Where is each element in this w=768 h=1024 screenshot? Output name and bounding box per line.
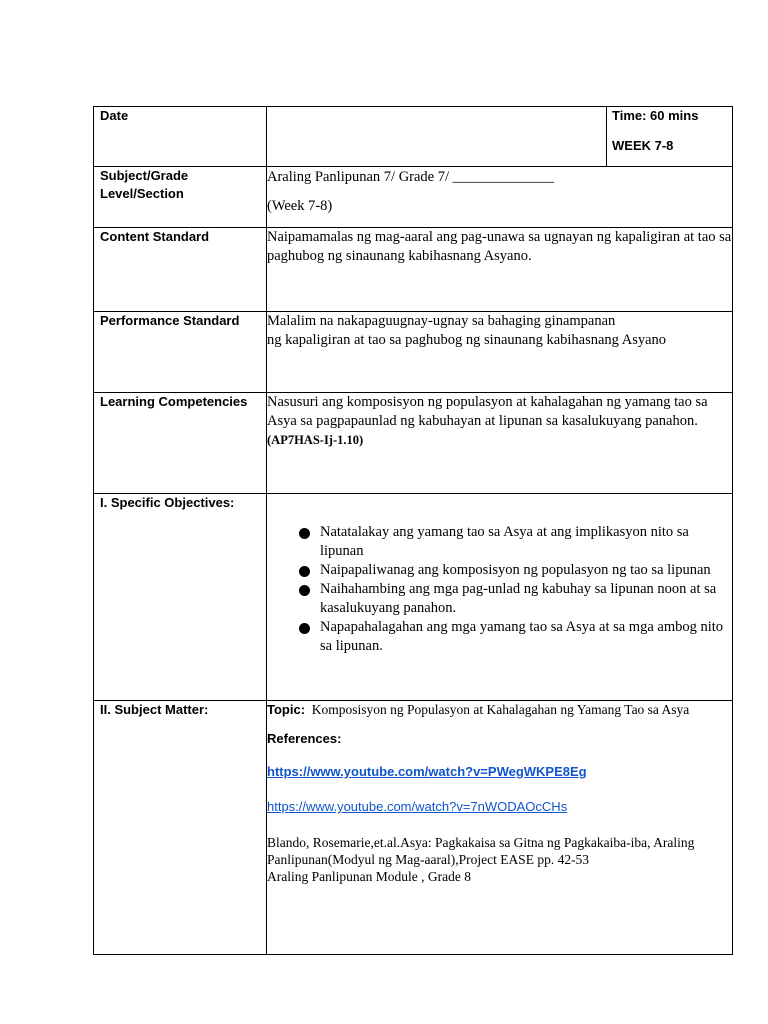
objectives-label: I. Specific Objectives: [100, 495, 235, 510]
references-label: References: [267, 731, 342, 746]
performance-standard-line1: Malalim na nakapaguugnay-ugnay sa bahaging ginampanan [267, 313, 616, 329]
topic-line [267, 701, 732, 718]
objective-text: Naipapaliwanag ang komposisyon ng populasyon ng tao sa lipunan [320, 562, 711, 578]
objective-text: Napapahalagahan ang mga yamang tao sa Asya at sa mga ambog nito sa lipunan. [320, 619, 724, 654]
learning-competencies-body: Nasusuri ang komposisyon ng populasyon at kahalagahan ng yamang tao sa Asya sa pagpapaunlad ng kabuhayan at lipunan sa kasalukuyang panahon. [267, 394, 708, 429]
subject-matter-label-cell [94, 701, 267, 955]
time-text: Time: 60 mins [612, 108, 699, 123]
objectives-value-cell [267, 494, 733, 701]
subject-row [94, 167, 733, 228]
reference-link-2[interactable]: https://www.youtube.com/watch?v=7nWODAOcCHs [267, 799, 568, 814]
objectives-list [267, 523, 732, 656]
bullet-icon [299, 566, 310, 577]
content-standard-value-cell [267, 228, 733, 312]
subject-label: Subject/Grade Level/Section [100, 168, 189, 201]
date-label: Date [100, 108, 129, 123]
objective-text: Naihahambing ang mga pag-unlad ng kabuhay sa lipunan noon at sa kasalukuyang panahon. [320, 581, 717, 616]
subject-label-cell [94, 167, 267, 228]
objective-item [299, 618, 732, 656]
objective-item [299, 561, 732, 580]
content-standard-label: Content Standard [100, 229, 210, 244]
performance-standard-label-cell [94, 312, 267, 393]
week-line: (Week 7-8) [267, 198, 333, 214]
subject-matter-value-cell [267, 701, 733, 955]
learning-competencies-label-cell [94, 393, 267, 494]
reference-link-1[interactable]: https://www.youtube.com/watch?v=PWegWKPE8Eg [267, 764, 587, 779]
subject-value-cell [267, 167, 733, 228]
objective-text: Natatalakay ang yamang tao sa Asya at ang implikasyon nito sa lipunan [320, 524, 689, 559]
subject-line: Araling Panlipunan 7/ Grade 7/ ______________ [267, 169, 555, 185]
date-row [94, 107, 733, 167]
objectives-label-cell [94, 494, 267, 701]
bullet-icon [299, 623, 310, 634]
reference-book: Blando, Rosemarie,et.al.Asya: Pagkakaisa sa Gitna ng Pagkakaiba-iba, Araling Panlipunan(Modyul ng Mag-aaral),Project EASE pp. 42-53 [267, 835, 695, 867]
bullet-icon [299, 585, 310, 596]
competency-code: (AP7HAS-Ij-1.10) [267, 433, 364, 447]
learning-competencies-text [267, 393, 732, 450]
subject-matter-row [94, 701, 733, 955]
bullet-icon [299, 528, 310, 539]
objective-item [299, 523, 732, 561]
content-standard-row [94, 228, 733, 312]
performance-standard-value-cell [267, 312, 733, 393]
time-cell [607, 107, 733, 167]
performance-standard-row [94, 312, 733, 393]
reference-module: Araling Panlipunan Module , Grade 8 [267, 869, 471, 884]
subject-matter-label: II. Subject Matter: [100, 702, 209, 717]
date-label-cell [94, 107, 267, 167]
learning-competencies-label: Learning Competencies [100, 394, 248, 409]
content-standard-label-cell [94, 228, 267, 312]
week-text: WEEK 7-8 [612, 138, 674, 153]
topic-text: Komposisyon ng Populasyon at Kahalagahan ng Yamang Tao sa Asya [311, 702, 690, 717]
lesson-plan-table [93, 106, 733, 955]
content-standard-text: Naipamamalas ng mag-aaral ang pag-unawa sa ugnayan ng kapaligiran at tao sa paghubog ng sinaunang kabihasnang Asyano. [267, 229, 732, 264]
learning-competencies-value-cell [267, 393, 733, 494]
topic-label: Topic: [267, 702, 306, 717]
date-value-cell[interactable] [267, 107, 607, 167]
objective-item [299, 580, 732, 618]
performance-standard-line2: ng kapaligiran at tao sa paghubog ng sinaunang kabihasnang Asyano [267, 332, 667, 348]
learning-competencies-row [94, 393, 733, 494]
objectives-row [94, 494, 733, 701]
performance-standard-label: Performance Standard [100, 313, 240, 328]
